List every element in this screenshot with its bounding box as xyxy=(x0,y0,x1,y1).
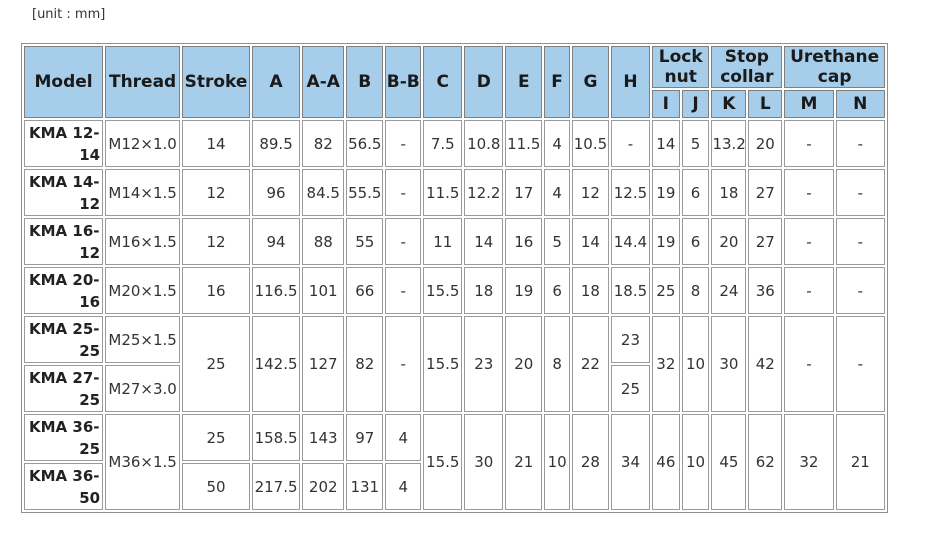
header-l: L xyxy=(748,90,782,118)
stroke-cell: 14 xyxy=(182,120,250,167)
b-cell: 131 xyxy=(346,463,383,510)
h-cell: 34 xyxy=(611,414,650,510)
b-b-cell: 4 xyxy=(385,463,421,510)
header-h: H xyxy=(611,46,650,118)
c-cell: 15.5 xyxy=(423,316,462,412)
l-cell: 62 xyxy=(748,414,782,510)
header-lock-nut: Lock nut xyxy=(652,46,709,88)
header-a: A xyxy=(252,46,300,118)
e-cell: 19 xyxy=(505,267,542,314)
thread-cell: M25×1.5 xyxy=(105,316,180,363)
e-cell: 21 xyxy=(505,414,542,510)
n-cell: - xyxy=(836,218,885,265)
g-cell: 14 xyxy=(572,218,609,265)
a-a-cell: 143 xyxy=(302,414,344,461)
a-cell: 96 xyxy=(252,169,300,216)
header-b-b: B-B xyxy=(385,46,421,118)
a-cell: 94 xyxy=(252,218,300,265)
model-cell: KMA 27- 25 xyxy=(24,365,103,412)
d-cell: 10.8 xyxy=(464,120,503,167)
stroke-cell: 25 xyxy=(182,414,250,461)
header-d: D xyxy=(464,46,503,118)
n-cell: - xyxy=(836,316,885,412)
d-cell: 23 xyxy=(464,316,503,412)
stroke-cell: 50 xyxy=(182,463,250,510)
b-b-cell: - xyxy=(385,169,421,216)
a-cell: 89.5 xyxy=(252,120,300,167)
j-cell: 6 xyxy=(682,218,710,265)
model-cell: KMA 20- 16 xyxy=(24,267,103,314)
i-cell: 19 xyxy=(652,218,680,265)
table-row xyxy=(24,414,885,461)
a-a-cell: 127 xyxy=(302,316,344,412)
stroke-cell: 25 xyxy=(182,316,250,412)
header-g: G xyxy=(572,46,609,118)
header-stroke: Stroke xyxy=(182,46,250,118)
table-row xyxy=(24,120,885,167)
thread-cell: M12×1.0 xyxy=(105,120,180,167)
unit-label: [unit : mm] xyxy=(32,7,106,22)
d-cell: 30 xyxy=(464,414,503,510)
header-e: E xyxy=(505,46,542,118)
thread-cell: M16×1.5 xyxy=(105,218,180,265)
stroke-cell: 12 xyxy=(182,169,250,216)
thread-cell: M14×1.5 xyxy=(105,169,180,216)
header-urethane-cap: Urethane cap xyxy=(784,46,885,88)
l-cell: 27 xyxy=(748,169,782,216)
header-m: M xyxy=(784,90,833,118)
h-cell: 14.4 xyxy=(611,218,650,265)
i-cell: 14 xyxy=(652,120,680,167)
model-cell: KMA 14- 12 xyxy=(24,169,103,216)
h-cell: - xyxy=(611,120,650,167)
m-cell: 32 xyxy=(784,414,833,510)
a-a-cell: 82 xyxy=(302,120,344,167)
j-cell: 5 xyxy=(682,120,710,167)
b-cell: 82 xyxy=(346,316,383,412)
i-cell: 46 xyxy=(652,414,680,510)
b-cell: 66 xyxy=(346,267,383,314)
h-cell: 12.5 xyxy=(611,169,650,216)
thread-cell: M20×1.5 xyxy=(105,267,180,314)
l-cell: 42 xyxy=(748,316,782,412)
header-stop-collar: Stop collar xyxy=(711,46,782,88)
g-cell: 28 xyxy=(572,414,609,510)
stroke-cell: 12 xyxy=(182,218,250,265)
e-cell: 11.5 xyxy=(505,120,542,167)
f-cell: 10 xyxy=(544,414,570,510)
n-cell: 21 xyxy=(836,414,885,510)
d-cell: 12.2 xyxy=(464,169,503,216)
specification-table xyxy=(21,43,888,513)
m-cell: - xyxy=(784,169,833,216)
i-cell: 19 xyxy=(652,169,680,216)
header-thread: Thread xyxy=(105,46,180,118)
b-b-cell: 4 xyxy=(385,414,421,461)
b-cell: 56.5 xyxy=(346,120,383,167)
g-cell: 12 xyxy=(572,169,609,216)
b-b-cell: - xyxy=(385,218,421,265)
k-cell: 45 xyxy=(711,414,746,510)
table-row xyxy=(24,267,885,314)
j-cell: 8 xyxy=(682,267,710,314)
header-b: B xyxy=(346,46,383,118)
table-row xyxy=(24,218,885,265)
a-cell: 116.5 xyxy=(252,267,300,314)
stroke-cell: 16 xyxy=(182,267,250,314)
header-c: C xyxy=(423,46,462,118)
n-cell: - xyxy=(836,267,885,314)
l-cell: 36 xyxy=(748,267,782,314)
c-cell: 7.5 xyxy=(423,120,462,167)
k-cell: 24 xyxy=(711,267,746,314)
f-cell: 4 xyxy=(544,120,570,167)
header-n: N xyxy=(836,90,885,118)
f-cell: 8 xyxy=(544,316,570,412)
model-cell: KMA 25- 25 xyxy=(24,316,103,363)
b-cell: 55.5 xyxy=(346,169,383,216)
e-cell: 17 xyxy=(505,169,542,216)
l-cell: 20 xyxy=(748,120,782,167)
header-i: I xyxy=(652,90,680,118)
table-row xyxy=(24,316,885,363)
a-a-cell: 88 xyxy=(302,218,344,265)
h-cell: 18.5 xyxy=(611,267,650,314)
f-cell: 5 xyxy=(544,218,570,265)
g-cell: 18 xyxy=(572,267,609,314)
k-cell: 30 xyxy=(711,316,746,412)
d-cell: 18 xyxy=(464,267,503,314)
a-a-cell: 84.5 xyxy=(302,169,344,216)
header-j: J xyxy=(682,90,710,118)
n-cell: - xyxy=(836,120,885,167)
c-cell: 11.5 xyxy=(423,169,462,216)
b-b-cell: - xyxy=(385,120,421,167)
i-cell: 32 xyxy=(652,316,680,412)
k-cell: 20 xyxy=(711,218,746,265)
m-cell: - xyxy=(784,267,833,314)
m-cell: - xyxy=(784,316,833,412)
d-cell: 14 xyxy=(464,218,503,265)
h-cell: 23 xyxy=(611,316,650,363)
b-b-cell: - xyxy=(385,267,421,314)
c-cell: 15.5 xyxy=(423,414,462,510)
thread-cell: M27×3.0 xyxy=(105,365,180,412)
k-cell: 13.2 xyxy=(711,120,746,167)
header-k: K xyxy=(711,90,746,118)
a-a-cell: 101 xyxy=(302,267,344,314)
a-a-cell: 202 xyxy=(302,463,344,510)
n-cell: - xyxy=(836,169,885,216)
header-a-a: A-A xyxy=(302,46,344,118)
k-cell: 18 xyxy=(711,169,746,216)
b-cell: 97 xyxy=(346,414,383,461)
m-cell: - xyxy=(784,218,833,265)
g-cell: 10.5 xyxy=(572,120,609,167)
j-cell: 6 xyxy=(682,169,710,216)
g-cell: 22 xyxy=(572,316,609,412)
f-cell: 4 xyxy=(544,169,570,216)
thread-cell: M36×1.5 xyxy=(105,414,180,510)
b-b-cell: - xyxy=(385,316,421,412)
e-cell: 16 xyxy=(505,218,542,265)
header-f: F xyxy=(544,46,570,118)
a-cell: 217.5 xyxy=(252,463,300,510)
b-cell: 55 xyxy=(346,218,383,265)
model-cell: KMA 36- 50 xyxy=(24,463,103,510)
m-cell: - xyxy=(784,120,833,167)
c-cell: 15.5 xyxy=(423,267,462,314)
h-cell: 25 xyxy=(611,365,650,412)
model-cell: KMA 36- 25 xyxy=(24,414,103,461)
j-cell: 10 xyxy=(682,316,710,412)
f-cell: 6 xyxy=(544,267,570,314)
model-cell: KMA 12- 14 xyxy=(24,120,103,167)
table-row xyxy=(24,169,885,216)
e-cell: 20 xyxy=(505,316,542,412)
l-cell: 27 xyxy=(748,218,782,265)
j-cell: 10 xyxy=(682,414,710,510)
a-cell: 158.5 xyxy=(252,414,300,461)
c-cell: 11 xyxy=(423,218,462,265)
a-cell: 142.5 xyxy=(252,316,300,412)
i-cell: 25 xyxy=(652,267,680,314)
model-cell: KMA 16- 12 xyxy=(24,218,103,265)
header-model: Model xyxy=(24,46,103,118)
